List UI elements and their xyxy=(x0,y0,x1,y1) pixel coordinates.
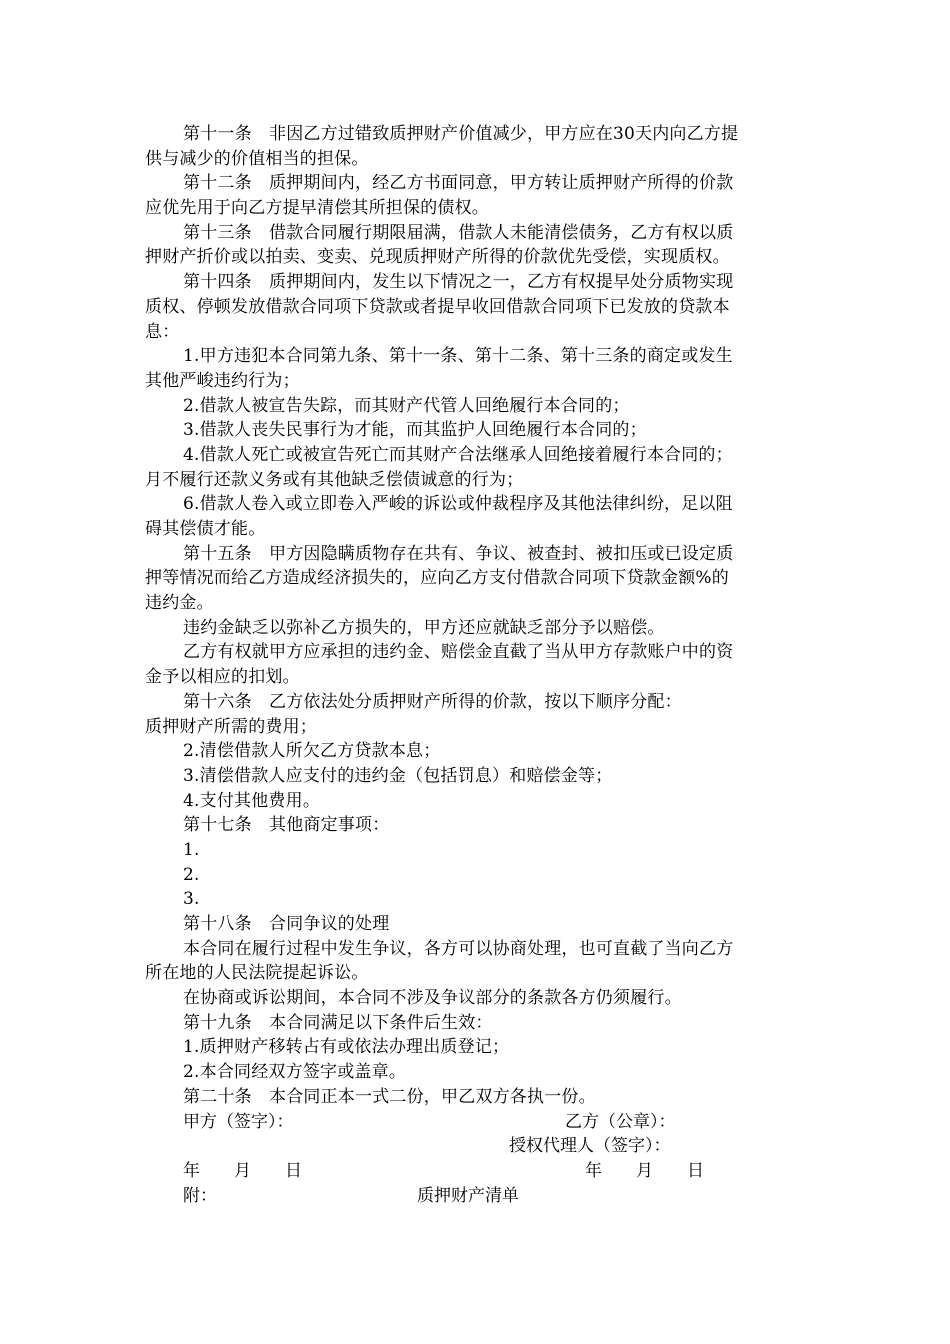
text-line: 其他严峻违约行为； xyxy=(145,370,300,391)
text-line: 第十六条 乙方依法处分质押财产所得的价款，按以下顺序分配： xyxy=(183,691,682,712)
text-line: 第十四条 质押期间内，发生以下情况之一，乙方有权提早处分质物实现 xyxy=(183,272,734,293)
text-line: 供与减少的价值相当的担保。 xyxy=(145,148,369,169)
party-a-date: 年 月 日 xyxy=(183,1160,302,1181)
attachment-label: 附： xyxy=(183,1185,217,1206)
text-line: 违约金。 xyxy=(145,593,214,614)
text-line: 1. xyxy=(183,839,200,860)
text-line: 违约金缺乏以弥补乙方损失的，甲方还应就缺乏部分予以赔偿。 xyxy=(183,617,665,638)
signature-row xyxy=(145,1159,807,1184)
text-line: 1.质押财产移转占有或依法办理出质登记； xyxy=(183,1037,510,1058)
text-line: 第十八条 合同争议的处理 xyxy=(183,914,390,934)
text-line: 在协商或诉讼期间，本合同不涉及争议部分的条款各方仍须履行。 xyxy=(183,988,682,1009)
text-line: 3.借款人丧失民事行为才能，而其监护人回绝履行本合同的； xyxy=(183,420,647,441)
text-line: 应优先用于向乙方提早清偿其所担保的债权。 xyxy=(145,198,489,219)
text-line: 第十七条 其他商定事项： xyxy=(183,815,390,836)
text-line: 1.甲方违犯本合同第九条、第十一条、第十二条、第十三条的商定或发生 xyxy=(183,346,733,367)
attachment-title: 质押财产清单 xyxy=(417,1185,519,1206)
text-line: 第二十条 本合同正本一式二份，甲乙双方各执一份。 xyxy=(183,1086,596,1107)
text-line: 所在地的人民法院提起诉讼。 xyxy=(145,963,369,984)
document-body xyxy=(145,122,807,1208)
party-b-date: 年 月 日 xyxy=(585,1160,704,1181)
text-line: 月不履行还款义务或有其他缺乏偿债诚意的行为； xyxy=(145,469,524,490)
signature-row xyxy=(145,1184,807,1209)
signature-row xyxy=(145,1110,807,1135)
party-a-sign-label: 甲方（签字）： xyxy=(183,1111,294,1132)
text-line: 息： xyxy=(145,321,180,342)
text-line: 质权、停顿发放借款合同项下贷款或者提早收回借款合同项下已发放的贷款本 xyxy=(145,296,730,317)
text-line: 押等情况而给乙方造成经济损失的，应向乙方支付借款合同项下贷款金额%的 xyxy=(145,568,729,589)
text-line: 3. xyxy=(183,889,200,910)
text-line: 押财产折价或以拍卖、变卖、兑现质押财产所得的价款优先受偿，实现质权。 xyxy=(145,247,730,268)
text-line: 2.借款人被宣告失踪，而其财产代管人回绝履行本合同的； xyxy=(183,395,630,416)
text-line: 3.清偿借款人应支付的违约金（包括罚息）和赔偿金等； xyxy=(183,765,613,786)
text-line: 4.借款人死亡或被宣告死亡而其财产合法继承人回绝接着履行本合同的； xyxy=(183,444,733,465)
party-b-seal-label: 乙方（公章）： xyxy=(565,1111,676,1132)
signature-row xyxy=(145,1134,807,1159)
text-line: 6.借款人卷入或立即卷入严峻的诉讼或仲裁程序及其他法律纠纷，足以阻 xyxy=(183,494,733,515)
text-line: 第十二条 质押期间内，经乙方书面同意，甲方转让质押财产所得的价款 xyxy=(183,173,734,194)
text-line: 第十五条 甲方因隐瞒质物存在共有、争议、被查封、被扣压或已设定质 xyxy=(183,543,734,564)
text-line: 第十三条 借款合同履行期限届满，借款人未能清偿债务，乙方有权以质 xyxy=(183,222,734,243)
text-line: 质押财产所需的费用； xyxy=(145,716,317,737)
authorized-agent-label: 授权代理人（签字）： xyxy=(509,1136,671,1157)
text-line: 第十九条 本合同满足以下条件后生效： xyxy=(183,1012,493,1033)
text-line: 碍其偿债才能。 xyxy=(145,519,266,539)
text-line: 金予以相应的扣划。 xyxy=(145,667,300,688)
text-line: 乙方有权就甲方应承担的违约金、赔偿金直截了当从甲方存款账户中的资 xyxy=(183,642,734,663)
text-line: 2. xyxy=(183,864,200,885)
text-line: 2.清偿借款人所欠乙方贷款本息； xyxy=(183,741,441,762)
text-line: 2.本合同经双方签字或盖章。 xyxy=(183,1062,407,1083)
text-line: 4.支付其他费用。 xyxy=(183,790,321,811)
text-line: 第十一条 非因乙方过错致质押财产价值减少，甲方应在30天内向乙方提 xyxy=(183,124,739,144)
text-line: 本合同在履行过程中发生争议，各方可以协商处理，也可直截了当向乙方 xyxy=(183,938,734,959)
